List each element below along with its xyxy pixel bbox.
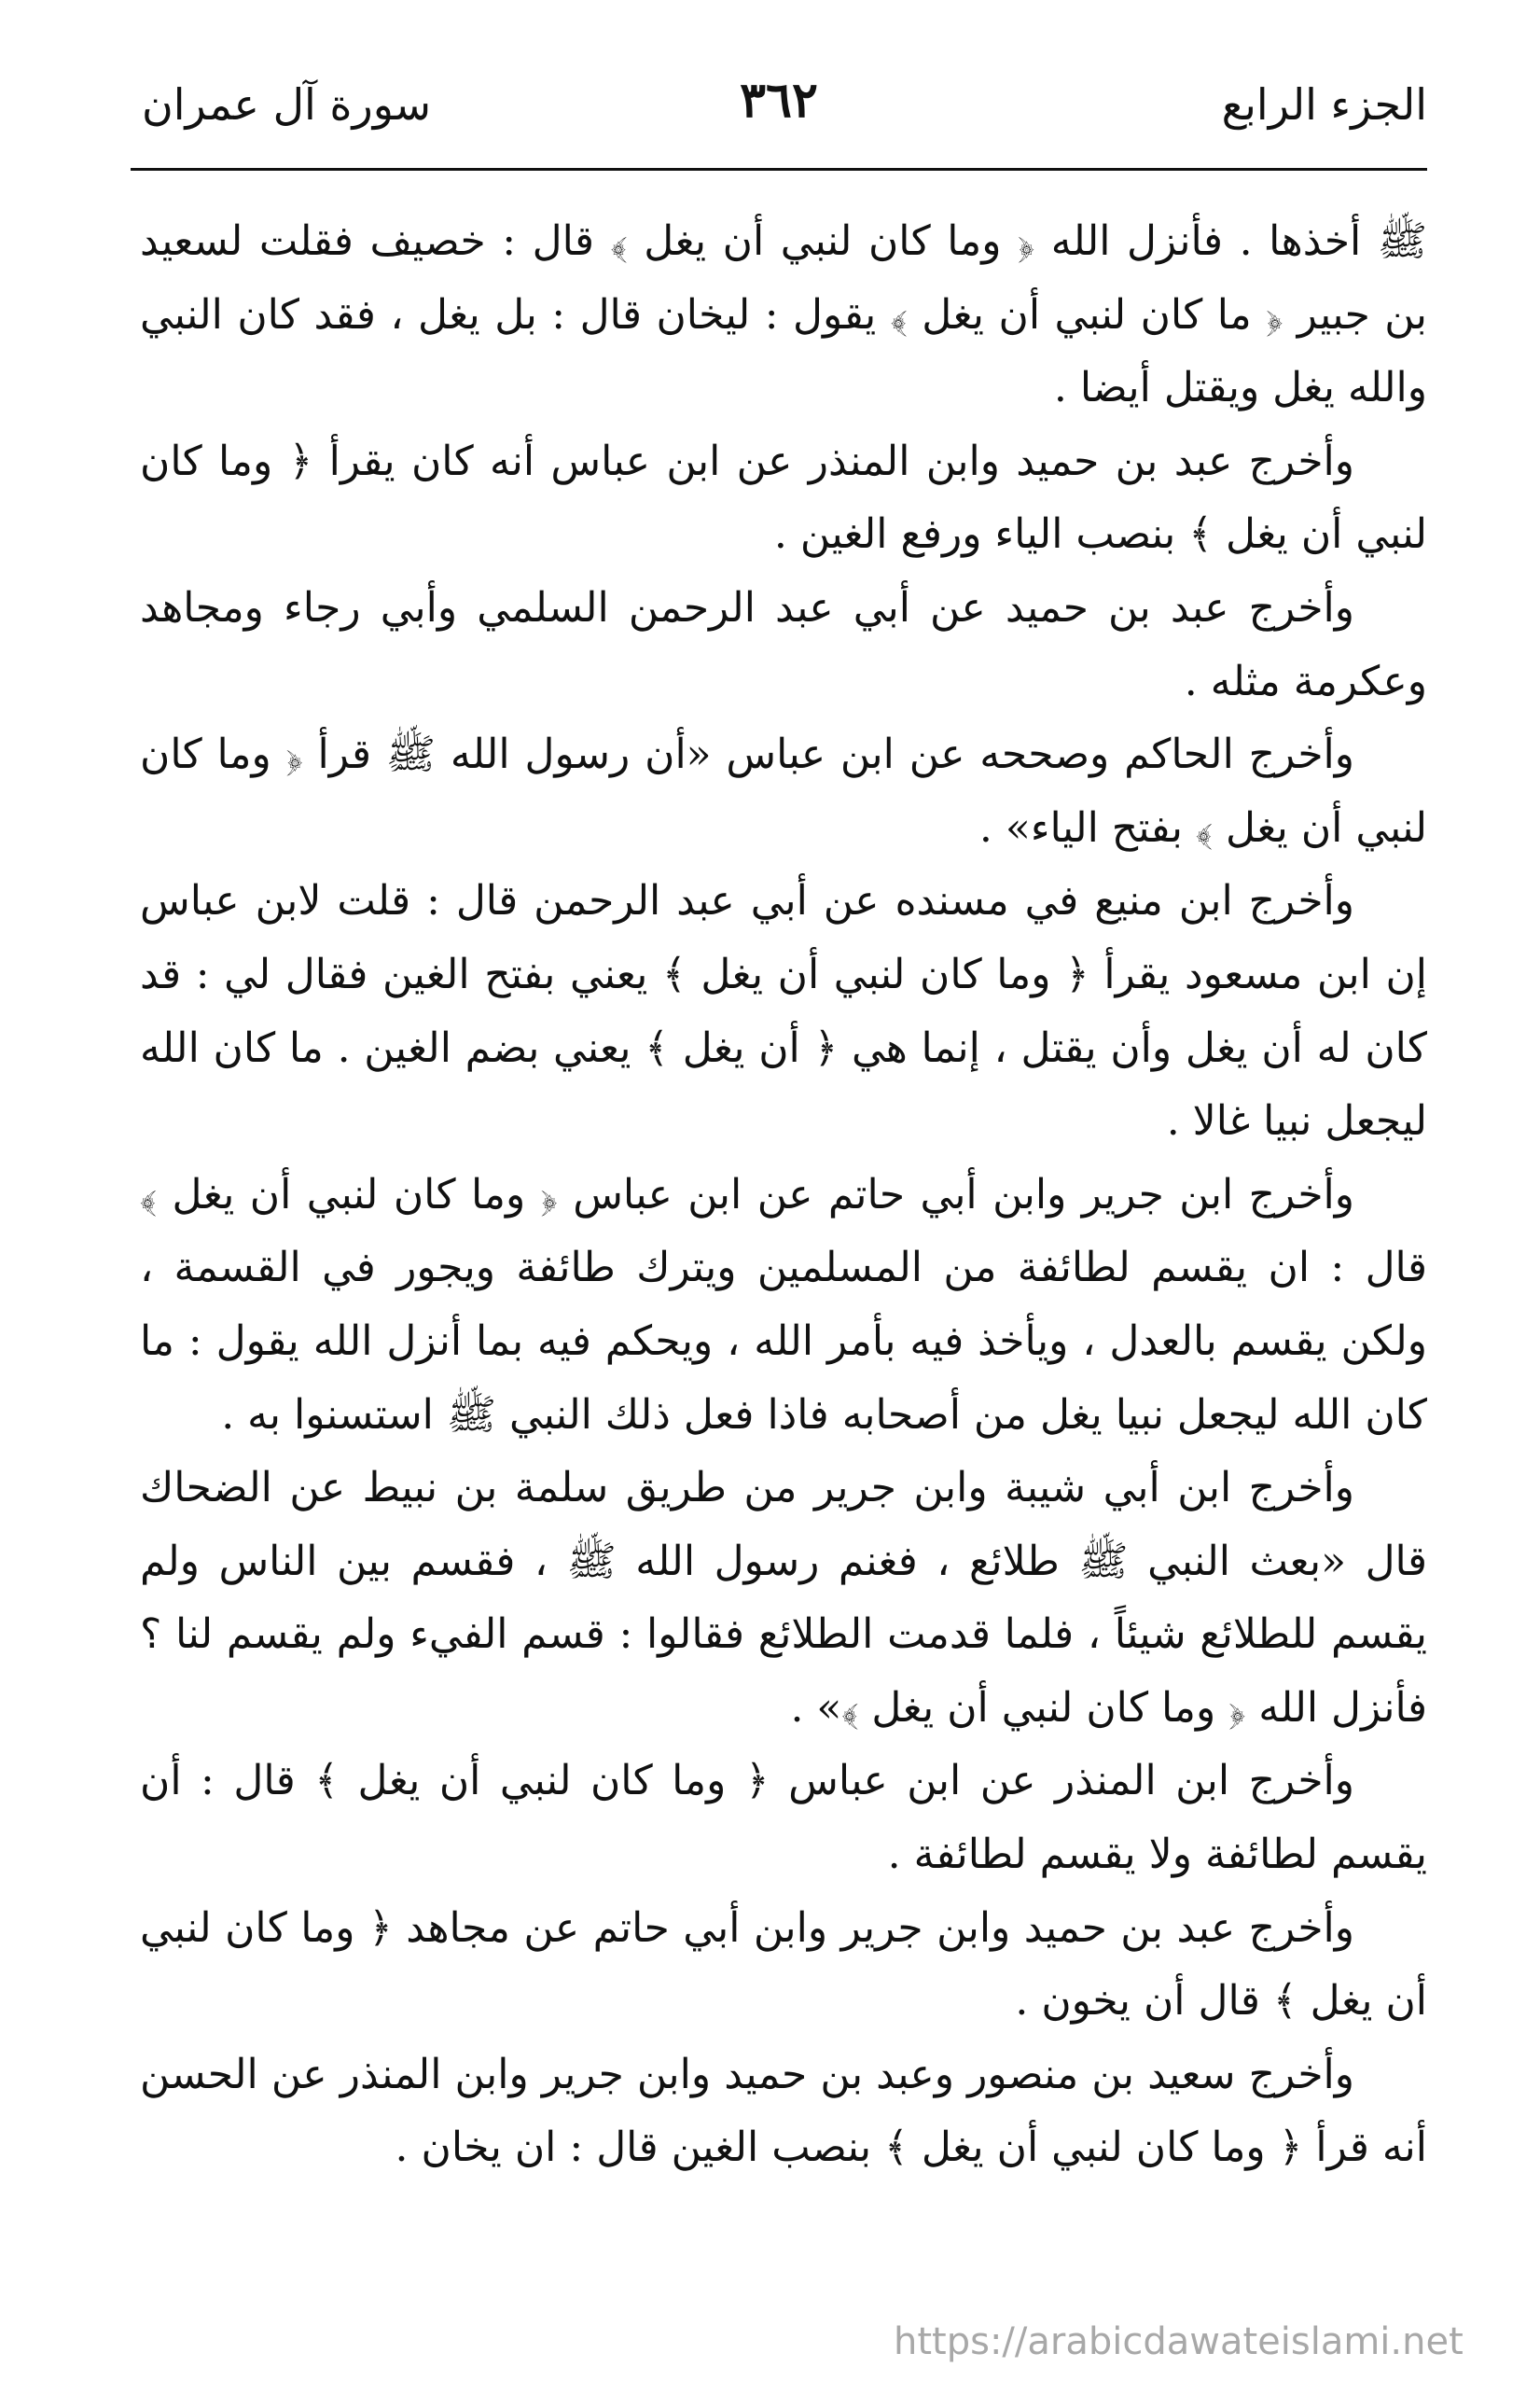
page-body (140, 205, 1427, 2185)
paragraph: وأخرج عبد بن حميد عن أبي عبد الرحمن السلمي وأبي رجاء ومجاهد وعكرمة مثله . (140, 583, 1427, 705)
page-number: ٣٦٢ (740, 72, 818, 129)
paragraph: وأخرج عبد بن حميد وابن المنذر عن ابن عباس أنه كان يقرأ ﴿ وما كان لنبي أن يغل ﴾ بنصب الياء ورفع الغين . (140, 437, 1427, 559)
paragraph-continuation: ﷺ أخذها . فأنزل الله ﴿ وما كان لنبي أن يغل ﴾ قال : خصيف فقلت لسعيد بن جبير ﴿ ما كان لنبي أن يغل ﴾ يقول : ليخان قال : بل يغل ، فقد كان النبي والله يغل ويقتل أيضا . (140, 217, 1427, 412)
paragraph: وأخرج سعيد بن منصور وعبد بن حميد وابن جرير وابن المنذر عن الحسن أنه قرأ ﴿ وما كان لنبي أن يغل ﴾ بنصب الغين قال : ان يخان . (140, 2050, 1427, 2172)
paragraph: وأخرج ابن منيع في مسنده عن أبي عبد الرحمن قال : قلت لابن عباس إن ابن مسعود يقرأ ﴿ وما كان لنبي أن يغل ﴾ يعني بفتح الغين فقال لي : قد كان له أن يغل وأن يقتل ، إنما هي ﴿ أن يغل ﴾ يعني بضم الغين . ما كان الله ليجعل نبيا غالا . (140, 877, 1428, 1146)
paragraph: وأخرج الحاكم وصححه عن ابن عباس «أن رسول الله ﷺ قرأ ﴿ وما كان لنبي أن يغل ﴾ بفتح الياء» . (140, 731, 1427, 852)
paragraph: وأخرج عبد بن حميد وابن جرير وابن أبي حاتم عن مجاهد ﴿ وما كان لنبي أن يغل ﴾ قال أن يخون . (140, 1903, 1427, 2026)
header-divider (131, 168, 1427, 171)
part-title: الجزء الرابع (1221, 79, 1427, 130)
source-watermark: https://arabicdawateislami.net (894, 2320, 1464, 2363)
page-header (131, 65, 1427, 149)
paragraph: وأخرج ابن جرير وابن أبي حاتم عن ابن عباس ﴿ وما كان لنبي أن يغل ﴾ قال : ان يقسم لطائفة من المسلمين ويترك طائفة ويجور في القسمة ، ولكن يقسم بالعدل ، ويأخذ فيه بأمر الله ، ويحكم فيه بما أنزل الله يقول : ما كان الله ليجعل نبيا يغل من أصحابه فاذا فعل ذلك النبي ﷺ استسنوا به . (140, 1170, 1427, 1439)
surah-title: سورة آل عمران (142, 79, 432, 130)
paragraph: وأخرج ابن أبي شيبة وابن جرير من طريق سلمة بن نبيط عن الضحاك قال «بعث النبي ﷺ طلائع ، فغنم رسول الله ﷺ ، فقسم بين الناس ولم يقسم للطلائع شيئاً ، فلما قدمت الطلائع فقالوا : قسم الفيء ولم يقسم لنا ؟ فأنزل الله ﴿ وما كان لنبي أن يغل ﴾» . (140, 1464, 1427, 1732)
paragraph: وأخرج ابن المنذر عن ابن عباس ﴿ وما كان لنبي أن يغل ﴾ قال : أن يقسم لطائفة ولا يقسم لطائفة . (140, 1757, 1427, 1879)
